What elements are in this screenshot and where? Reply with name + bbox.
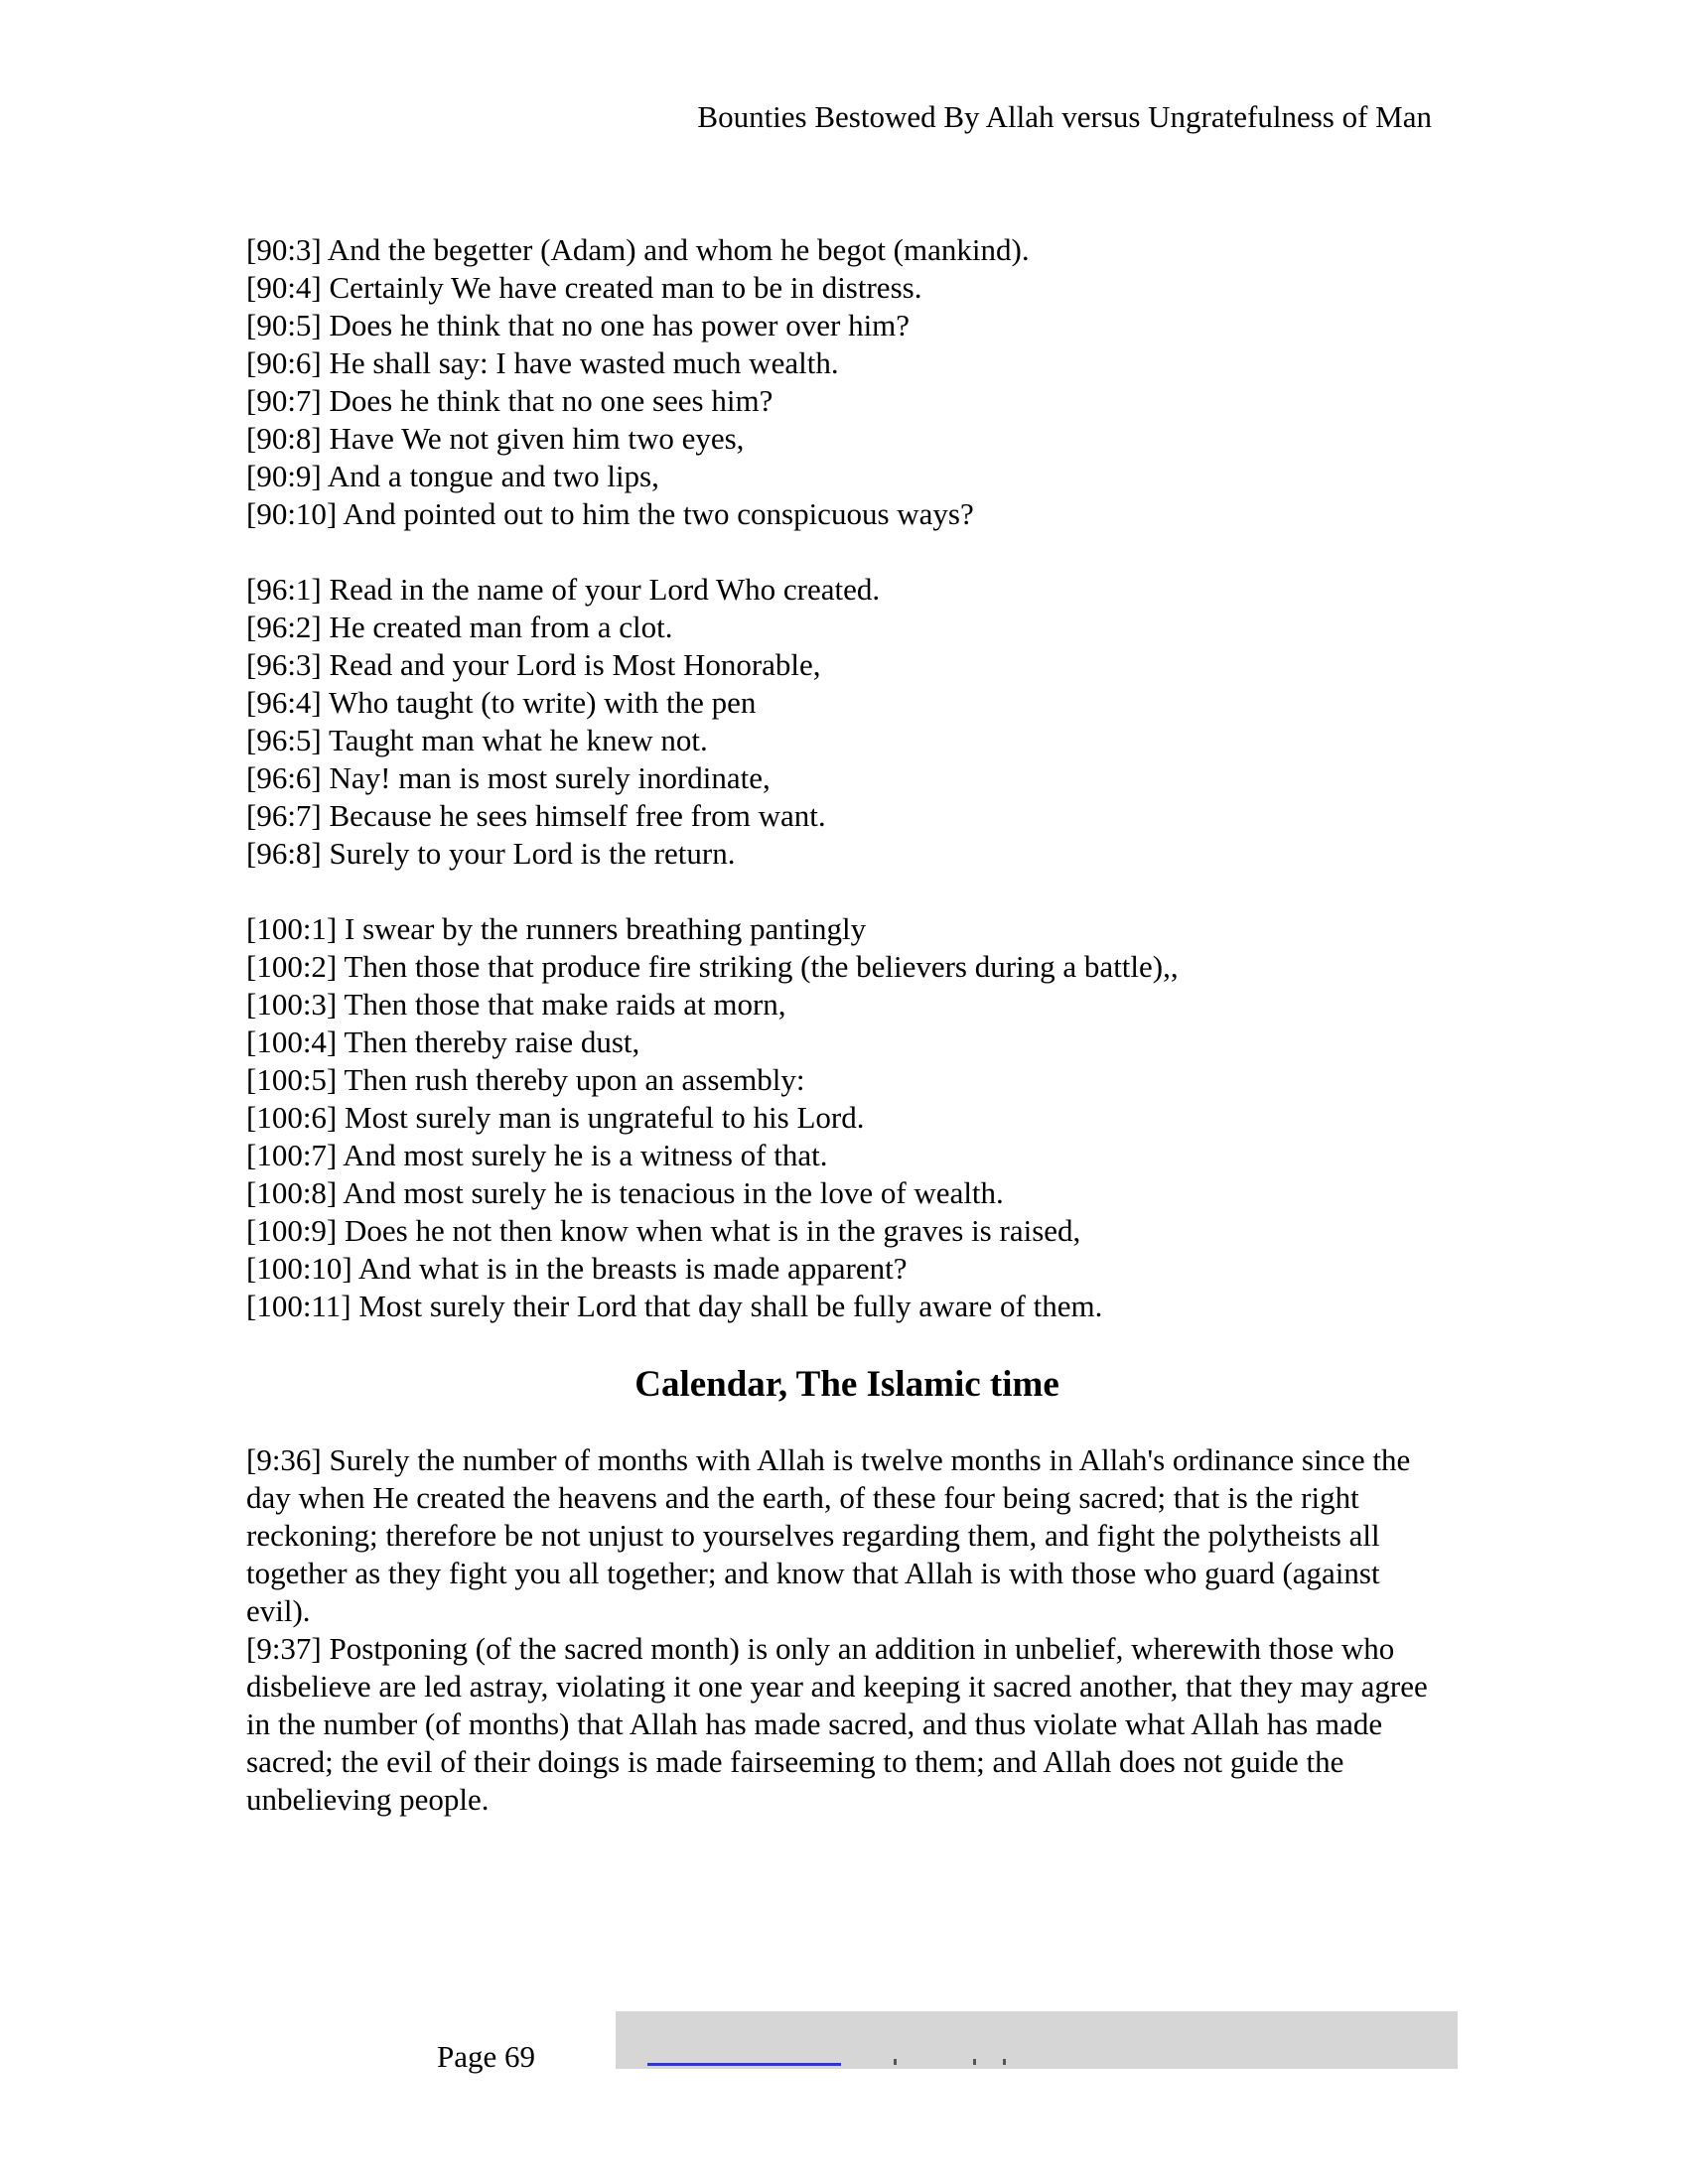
verse-line: [96:5] Taught man what he knew not.: [246, 723, 708, 757]
verse-line: [100:7] And most surely he is a witness of that.: [246, 1138, 828, 1172]
verse-line: [100:5] Then rush thereby upon an assembly:: [246, 1062, 805, 1097]
verse-line: [100:2] Then those that produce fire striking (the believers during a battle),,: [246, 949, 1179, 984]
verse-line: [90:8] Have We not given him two eyes,: [246, 421, 745, 456]
verse-line: [100:4] Then thereby raise dust,: [246, 1024, 640, 1059]
verse-line: [96:4] Who taught (to write) with the pen: [246, 685, 757, 720]
footer-text-fragments: [864, 2059, 1013, 2065]
verse-line: [96:1] Read in the name of your Lord Who created.: [246, 572, 881, 607]
section-heading: Calendar, The Islamic time: [634, 1364, 1059, 1405]
verse-group: [246, 910, 1448, 1325]
verse-line: [100:8] And most surely he is tenacious in the love of wealth.: [246, 1175, 1004, 1210]
footer-bar: [616, 2011, 1458, 2069]
verse-group: [246, 571, 1448, 873]
verse-line: [100:11] Most surely their Lord that day shall be fully aware of them.: [246, 1289, 1103, 1323]
verse-line: [96:6] Nay! man is most surely inordinate,: [246, 760, 771, 795]
verse-line: [90:4] Certainly We have created man to be in distress.: [246, 270, 922, 305]
verse-line: [100:6] Most surely man is ungrateful to his Lord.: [246, 1100, 865, 1135]
paragraph-9-36: [9:36] Surely the number of months with Allah is twelve months in Allah's ordinance since the day when He created the heavens and the earth, of these four being sacred; that is the right reckoning; therefore be not unjust to yourselves regarding them, and fight the polytheists all together as they fight you all together; and know that Allah is with those who guard (against evil).: [246, 1442, 1411, 1628]
verse-line: [96:2] He created man from a clot.: [246, 610, 673, 644]
verse-line: [96:7] Because he sees himself free from want.: [246, 798, 826, 833]
verse-line: [90:3] And the begetter (Adam) and whom he begot (mankind).: [246, 232, 1030, 267]
page-number: Page 69: [437, 2039, 536, 2074]
verse-line: [90:10] And pointed out to him the two conspicuous ways?: [246, 496, 974, 531]
verse-line: [90:5] Does he think that no one has power over him?: [246, 308, 911, 342]
verse-line: [100:9] Does he not then know when what is in the graves is raised,: [246, 1213, 1081, 1248]
paragraph-9-37: [9:37] Postponing (of the sacred month) is only an addition in unbelief, wherewith those who disbelieve are led astray, violating it one year and keeping it sacred another, that they may agree in the number (of months) that Allah has made sacred, and thus violate what Allah has made sacred; the evil of their doings is made fairseeming to them; and Allah does not guide the unbelieving people.: [246, 1631, 1428, 1817]
section-body: [246, 1441, 1448, 1819]
verse-line: [100:1] I swear by the runners breathing pantingly: [246, 911, 867, 946]
verse-line: [90:7] Does he think that no one sees him?: [246, 383, 774, 418]
footer-link[interactable]: [647, 2063, 841, 2066]
verse-line: [90:6] He shall say: I have wasted much wealth.: [246, 345, 839, 380]
running-header-title: Bounties Bestowed By Allah versus Ungratefulness of Man: [697, 99, 1432, 134]
verse-line: [96:3] Read and your Lord is Most Honorable,: [246, 647, 821, 682]
verse-line: [100:3] Then those that make raids at morn,: [246, 987, 786, 1022]
verse-line: [100:10] And what is in the breasts is made apparent?: [246, 1251, 908, 1286]
verse-groups: [246, 231, 1448, 1325]
verse-line: [96:8] Surely to your Lord is the return.: [246, 836, 736, 871]
page-content: [246, 231, 1448, 1819]
verse-group: [246, 231, 1448, 533]
verse-line: [90:9] And a tongue and two lips,: [246, 459, 659, 493]
